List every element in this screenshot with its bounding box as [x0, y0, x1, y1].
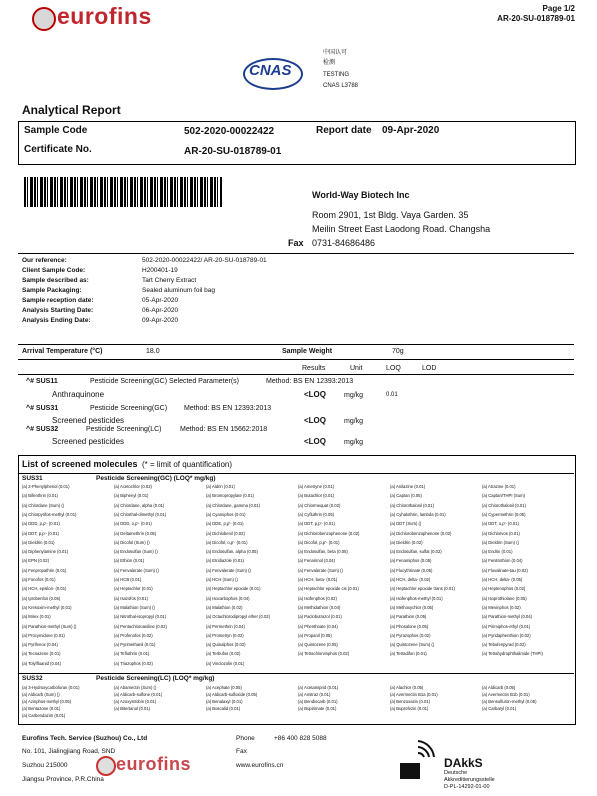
molecule-cell: (a) DDT (Sum) () [390, 521, 422, 527]
molecule-cell: (a) Carbaryl (0.01) [482, 706, 517, 711]
footer-web: www.eurofins.cn [236, 762, 284, 769]
footer-addr-2: Suzhou 215000 [22, 762, 68, 769]
molecule-cell: (a) DDT, p,p'- (0.01) [298, 521, 335, 527]
molecule-cell: (a) Isoprothiolane (0.05) [482, 595, 527, 601]
molecule-cell: (a) Heptenophos (0.02) [482, 586, 526, 592]
molecule-cell: (a) Propanil (0.05) [298, 632, 332, 638]
molecule-cell: (a) Profenofos (0.02) [114, 632, 153, 638]
molecule-cell: (a) 2-Phenylphenol (0.01) [22, 484, 70, 489]
molecule-cell: (a) Tetrahydrophthalimide (THPI) [482, 651, 543, 657]
molecule-cell: (a) Dieldrin (0.02) [390, 539, 423, 545]
result-unit: mg/kg [344, 439, 364, 446]
molecule-cell: (a) Nitrothal-isopropyl (0.01) [114, 614, 167, 620]
molecule-cell: (a) Fenpropathrin (0.01) [22, 567, 67, 573]
info-value: H200401-19 [142, 267, 178, 274]
info-label: Sample described as: [22, 277, 89, 284]
doc-id: AR-20-SU-018789-01 [497, 14, 575, 23]
molecule-cell: (a) 3-Hydroxycarbofuran (0.01) [22, 685, 80, 690]
molecule-cell: (a) Chlorothalonil (0.01) [482, 502, 526, 508]
footer-company: Eurofins Tech. Service (Suzhou) Co., Ltd [22, 735, 148, 742]
result-desc: Pesticide Screening(GC) [90, 405, 168, 412]
divider [18, 374, 574, 375]
molecule-cell: (a) DDE, p,p'- (0.01) [206, 521, 244, 527]
cnas-cn: 中国认可 [323, 50, 348, 56]
molecule-cell: (a) Fenvalerate (Sum) () [298, 567, 343, 573]
molecule-cell: (a) Aldicarb (0.05) [482, 685, 516, 690]
molecule-cell: (a) Chlordane, alpha (0.01) [114, 502, 165, 508]
molecule-cell: (a) Parathion (0.05) [390, 614, 427, 620]
molecule-cell: (a) Deltamethrin (0.05) [114, 530, 157, 536]
molecule-cell: (a) Prometryn (0.02) [206, 632, 244, 638]
molecule-cell: (a) HCB (0.01) [114, 577, 142, 582]
molecule-cell: (a) Captan (0.05) [390, 493, 422, 499]
sus32-title: Pesticide Screening(LC) (LOQ* mg/kg) [96, 675, 215, 682]
result-method: Method: BS EN 15662:2018 [180, 426, 268, 433]
molecule-cell: (a) Flucythrinate (0.05) [390, 567, 433, 573]
molecule-cell: (a) Endrin (0.01) [482, 549, 513, 555]
molecule-cell: (a) Fenvalerate (Sum) () [114, 567, 159, 573]
molecule-cell: (a) Heptachlor (0.01) [114, 586, 153, 592]
info-value: 09-Apr-2020 [142, 317, 179, 324]
result-analyte: Screened pesticides [52, 437, 125, 446]
arrival-label: Arrival Temperature (°C) [22, 348, 103, 355]
molecule-cell: (a) Ametryne (0.01) [298, 484, 335, 489]
molecule-cell: (a) Cypermethrin (0.05) [482, 511, 526, 517]
divider [18, 673, 574, 674]
molecule-cell: (a) Methidathion (0.04) [298, 604, 341, 610]
molecule-cell: (a) Phosalone (0.05) [390, 623, 429, 629]
molecule-cell: (a) Dichlorvos (0.01) [482, 530, 520, 536]
result-method: Method: BS EN 12393:2013 [184, 405, 272, 412]
molecule-cell: (a) Dichlorobenzophenone (0.02) [298, 530, 360, 536]
molecule-cell: (a) Dieldrin (Sum) () [482, 539, 519, 545]
molecule-cell: (a) Phenthoate (0.04) [298, 623, 338, 629]
info-value: Tart Cherry Extract [142, 277, 197, 284]
molecule-cell: (a) Parathion-methyl (Sum) () [22, 623, 77, 629]
molecule-cell: (a) Benzoxazin (0.01) [390, 699, 431, 704]
results-head-unit: Unit [350, 365, 363, 372]
client-fax-label: Fax [288, 238, 304, 248]
molecule-cell: (a) HCH, beta- (0.01) [298, 577, 338, 582]
molecule-cell: (a) Ethion (0.01) [114, 558, 145, 564]
sus31-title: Pesticide Screening(GC) (LOQ* mg/kg) [96, 475, 216, 482]
dakks-sub-1: Deutsche [444, 770, 468, 776]
molecule-cell: (a) Dicofol (Sum) () [114, 539, 150, 545]
molecule-cell: (a) Bitertanol (0.01) [114, 706, 151, 711]
cnas-logo-text: CNAS [249, 62, 292, 79]
result-desc: Pesticide Screening(GC) Selected Parameter(s) [90, 378, 240, 385]
molecule-cell: (a) Cyanophos (0.01) [206, 511, 246, 517]
sus32-code: SUS32 [22, 675, 43, 682]
molecule-cell: (a) Aldrin (0.01) [206, 484, 235, 489]
result-code: ^# SUS32 [26, 426, 59, 433]
footer-brand: eurofins [116, 754, 192, 774]
molecule-cell: (a) Endosulfan (Sum) () [114, 549, 158, 555]
dakks-logo-icon [398, 735, 438, 785]
molecule-cell: (a) Dicofol, p,p'- (0.01) [298, 539, 340, 545]
molecule-cell: (a) Fluvalinate-tau (0.02) [482, 567, 528, 573]
certificate-value: AR-20-SU-018789-01 [184, 146, 282, 157]
molecule-cell: (a) Isocarbophos (0.04) [206, 595, 250, 601]
molecule-cell: (a) Triazophos (0.02) [114, 660, 153, 666]
weight-label: Sample Weight [282, 348, 333, 355]
cnas-cn2: 检测 [323, 60, 336, 66]
brand-name: eurofins [57, 3, 152, 29]
molecule-cell: (a) Chlorpyrifos-methyl (0.01) [22, 511, 77, 517]
molecule-cell: (a) Benalaxyl (0.01) [206, 699, 243, 704]
molecule-cell: (a) Permethrin (0.04) [206, 623, 245, 629]
info-label: Our reference: [22, 257, 67, 264]
molecule-cell: (a) Tefluthrin (0.01) [114, 651, 150, 657]
molecule-cell: (a) Acetamiprid (0.01) [298, 685, 339, 690]
results-head-loq: LOQ [386, 365, 401, 372]
molecule-cell: (a) Chlorthal-dimethyl (0.01) [114, 511, 167, 517]
molecule-cell: (a) DDT, o,p'- (0.01) [482, 521, 519, 527]
molecule-cell: (a) Cyfluthrin (0.05) [298, 511, 335, 517]
molecule-cell: (a) Chlorothalonil (0.01) [390, 502, 434, 508]
molecule-cell: (a) Carbendazim (0.01) [22, 713, 66, 718]
result-code: ^# SUS11 [26, 378, 58, 385]
page-title: Analytical Report [22, 103, 121, 117]
molecule-cell: (a) Quintozene (0.05) [298, 642, 338, 648]
molecule-cell: (a) DDD, o,p'- (0.01) [114, 521, 152, 527]
molecule-cell: (a) Fonofos (0.01) [22, 577, 56, 582]
molecule-cell: (a) Kresoxim-methyl (0.01) [22, 604, 72, 610]
client-name: World-Way Biotech Inc [312, 190, 410, 200]
molecule-cell: (a) Malathion (0.02) [206, 604, 243, 610]
screened-title: List of screened molecules [22, 459, 138, 469]
molecule-cell: (a) Dicofol, o,p'- (0.01) [206, 539, 248, 545]
barcode [24, 177, 222, 207]
result-value: <LOQ [304, 416, 327, 425]
molecule-cell: (a) Pyrazophos (0.02) [390, 632, 431, 638]
result-unit: mg/kg [344, 418, 364, 425]
molecule-cell: (a) Bendiocarb (0.01) [298, 699, 338, 704]
molecule-cell: (a) Chlordane (Sum) () [22, 502, 65, 508]
molecule-cell: (a) Pentachloroaniline (0.02) [114, 623, 167, 629]
dakks-id: D-PL-14292-01-00 [444, 784, 490, 790]
molecule-cell: (a) Bentazone (0.01) [22, 706, 61, 711]
molecule-cell: (a) Dichlorobenzophenone (0.02) [390, 530, 452, 536]
dakks-name: DAkkS [444, 756, 483, 770]
molecule-cell: (a) Parathion-methyl (0.04) [482, 614, 533, 620]
molecule-cell: (a) Fenamiphos (0.05) [390, 558, 432, 564]
page-number: Page 1/2 [542, 4, 575, 13]
report-box [18, 121, 576, 165]
molecule-cell: (a) Isofenphos-methyl (0.01) [390, 595, 443, 601]
molecule-cell: (a) Paclobutrazol (0.01) [298, 614, 342, 620]
molecule-cell: (a) Etridiazole (0.01) [206, 558, 244, 564]
molecule-cell: (a) Tolylfluanid (0.04) [22, 660, 62, 666]
molecule-cell: (a) Captan/THPI (Sum) [482, 493, 526, 499]
molecule-cell: (a) Dieldrin (0.01) [22, 539, 55, 545]
molecule-cell: (a) Tetradifon (0.01) [390, 651, 427, 657]
molecule-cell: (a) Bensulfuron-methyl (0.05) [482, 699, 537, 704]
molecule-cell: (a) Fenvalerate (Sum) () [206, 567, 251, 573]
info-label: Sample reception date: [22, 297, 94, 304]
molecule-cell: (a) Biphenyl (0.01) [114, 493, 149, 499]
footer-addr-3: Jiangsu Province, P.R.China [22, 776, 104, 783]
molecule-cell: (a) Diphenylamine (0.01) [22, 549, 69, 555]
footer-addr-1: No. 101, Jialingjiang Road, SND [22, 748, 116, 755]
info-label: Analysis Starting Date: [22, 307, 94, 314]
molecule-cell: (a) Tebufenpyrad (0.02) [482, 642, 526, 648]
molecule-cell: (a) Chlormequat (0.02) [298, 502, 341, 508]
result-analyte: Anthraquinone [52, 390, 105, 399]
molecule-cell: (a) Heptachlor epoxide (0.01) [206, 586, 261, 592]
result-value: <LOQ [304, 390, 327, 399]
molecule-cell: (a) Bupirimate (0.01) [298, 706, 337, 711]
molecule-cell: (a) HCH (Sum) () [206, 577, 238, 582]
results-head-lod: LOD [422, 365, 437, 372]
footer-eurofins-logo-icon [96, 756, 116, 776]
dakks-sub-2: Akkreditierungsstelle [444, 777, 495, 783]
molecule-cell: (a) Heptachlor epoxide cis (0.01) [298, 586, 359, 592]
cnas-testing: TESTING [323, 72, 350, 78]
molecule-cell: (a) Heptachlor epoxide trans (0.01) [390, 586, 455, 592]
molecule-cell: (a) Avermectin B1a (0.01) [390, 692, 438, 697]
molecule-cell: (a) Atrazine (0.01) [482, 484, 516, 489]
molecule-cell: (a) Endosulfan, alpha (0.05) [206, 549, 258, 555]
molecule-cell: (a) Bromopropylate (0.01) [206, 493, 254, 499]
weight-value: 70g [392, 348, 404, 355]
arrival-value: 18.0 [146, 348, 160, 355]
client-fax: 0731-84686486 [312, 238, 376, 248]
result-desc: Pesticide Screening(LC) [86, 426, 162, 433]
molecule-cell: (a) Buprofezin (0.01) [390, 706, 429, 711]
molecule-cell: (a) Azinphos-methyl (0.05) [22, 699, 72, 704]
molecule-cell: (a) Aldicarb-sulfoxide (0.05) [206, 692, 258, 697]
divider [18, 344, 574, 345]
molecule-cell: (a) Boscalid (0.01) [206, 706, 241, 711]
molecule-cell: (a) Isazofos (0.01) [114, 595, 148, 601]
molecule-cell: (a) HCH, delta- (0.05) [482, 577, 523, 582]
results-head-results: Results [302, 365, 326, 372]
molecule-cell: (a) Terbufos (0.02) [206, 651, 241, 657]
molecule-cell: (a) Endosulfan, beta (0.05) [298, 549, 348, 555]
client-address-2: Meilin Street East Laodong Road. Changsha [312, 224, 491, 234]
molecule-cell: (a) Pirimiphos-ethyl (0.01) [482, 623, 531, 629]
molecule-cell: (a) Quinalphos (0.02) [206, 642, 246, 648]
molecule-cell: (a) Fenitrothion (0.04) [482, 558, 523, 564]
info-value: 05-Apr-2020 [142, 297, 179, 304]
info-block [22, 257, 322, 327]
footer-phone-label: Phone [236, 735, 255, 742]
molecule-cell: (a) Tetrachlorvinphos (0.02) [298, 651, 350, 657]
molecule-cell: (a) Azoxystrobin (0.01) [114, 699, 157, 704]
molecule-cell: (a) Mevinphos (0.02) [482, 604, 521, 610]
footer-phone: +86 400 828 5088 [274, 735, 327, 742]
result-loq: 0.01 [386, 392, 398, 398]
molecule-cell: (a) Tecnazene (0.01) [22, 651, 61, 657]
footer-fax-label: Fax [236, 748, 247, 755]
report-date-value: 09-Apr-2020 [382, 125, 440, 136]
molecule-cell: (a) Amitraz (0.01) [298, 692, 331, 697]
info-value: 502-2020-00022422/ AR-20-SU-018789-01 [142, 257, 267, 264]
molecule-cell: (a) Methoxychlor (0.05) [390, 604, 434, 610]
molecule-cell: (a) Abamectin (Sum) () [114, 685, 157, 690]
report-date-label: Report date [316, 125, 372, 136]
certificate-label: Certificate No. [24, 144, 92, 155]
result-value: <LOQ [304, 437, 327, 446]
molecule-cell: (a) Mirex (0.01) [22, 614, 51, 620]
info-value: Sealed aluminum foil bag [142, 287, 215, 294]
molecule-cell: (a) Avermectin B1b (0.01) [482, 692, 530, 697]
molecule-cell: (a) Acephate (0.05) [206, 685, 242, 690]
molecule-cell: (a) Butachlor (0.01) [298, 493, 335, 499]
result-code: ^# SUS31 [26, 405, 59, 412]
molecule-cell: (a) Cyhalothrin, lambda (0.01) [390, 511, 446, 517]
molecule-cell: (a) Bifenthrin (0.01) [22, 493, 59, 499]
molecule-cell: (a) Vinclozolin (0.01) [206, 660, 245, 666]
molecule-cell: (a) Isofenphos (0.02) [298, 595, 337, 601]
info-value: 06-Apr-2020 [142, 307, 179, 314]
molecule-cell: (a) Aldicarb-sulfone (0.01) [114, 692, 163, 697]
screened-note: (* = limit of quantification) [142, 460, 233, 469]
molecule-cell: (a) Octachlorodipropyl ether (0.02) [206, 614, 271, 620]
result-unit: mg/kg [344, 392, 364, 399]
client-address-1: Room 2901, 1st Bldg. Vaya Garden. 35 [312, 210, 469, 220]
molecule-cell: (a) DDD, p,p'- (0.01) [22, 521, 60, 527]
molecule-cell: (a) Pyrimethanil (0.01) [114, 642, 156, 648]
molecule-cell: (a) Aldicarb (Sum) () [22, 692, 60, 697]
result-method: Method: BS EN 12393:2013 [266, 378, 354, 385]
divider [18, 359, 574, 360]
molecule-cell: (a) Dichlobenil (0.02) [206, 530, 245, 536]
molecule-cell: (a) Pyrifenox (0.04) [22, 642, 58, 648]
molecule-cell: (a) Quintozene (Sum) () [390, 642, 435, 648]
info-label: Sample Packaging: [22, 287, 82, 294]
molecule-cell: (a) Anilazine (0.01) [390, 484, 426, 489]
sample-code-value: 502-2020-00022422 [184, 126, 275, 137]
molecule-cell: (a) HCH, delta- (0.02) [390, 577, 431, 582]
molecule-cell: (a) Acetochlor (0.02) [114, 484, 152, 489]
cnas-number: CNAS L3788 [323, 83, 359, 89]
molecule-cell: (a) Fenarimol (0.04) [298, 558, 336, 564]
molecule-cell: (a) Chlordane, gamma (0.01) [206, 502, 260, 508]
molecule-cell: (a) Iprobenfos (0.05) [22, 595, 61, 601]
info-label: Client Sample Code: [22, 267, 86, 274]
result-analyte: Screened pesticides [52, 416, 125, 425]
sample-code-label: Sample Code [24, 125, 88, 136]
divider [18, 473, 574, 474]
molecule-cell: (a) EPN (0.02) [22, 558, 49, 564]
eurofins-logo-icon [32, 7, 56, 31]
molecule-cell: (a) DDT, p,p'- (0.01) [22, 530, 59, 536]
molecule-cell: (a) HCH, epsilon- (0.01) [22, 586, 67, 592]
molecule-cell: (a) Procymidone (0.01) [22, 632, 65, 638]
molecule-cell: (a) Malathion (Sum) () [114, 604, 155, 610]
info-label: Analysis Ending Date: [22, 317, 91, 324]
molecule-cell: (a) Endosulfan, sulfat (0.02) [390, 549, 442, 555]
divider [18, 253, 574, 254]
molecule-cell: (a) Alachlor (0.05) [390, 685, 424, 690]
molecule-cell: (a) Pyridaphenthion (0.02) [482, 632, 531, 638]
sus31-code: SUS31 [22, 475, 43, 482]
